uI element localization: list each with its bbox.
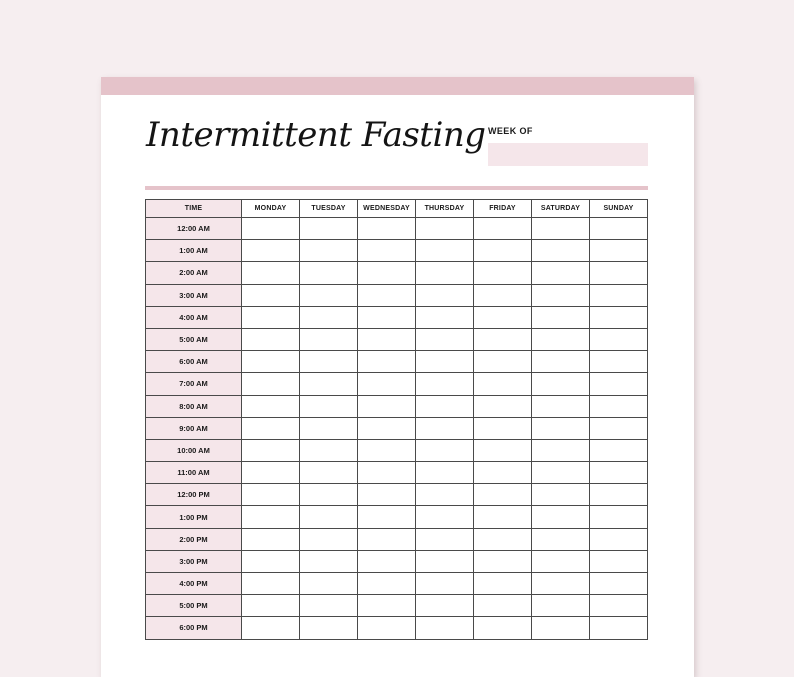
cell-saturday[interactable] xyxy=(532,439,590,461)
cell-friday[interactable] xyxy=(474,417,532,439)
cell-tuesday[interactable] xyxy=(300,573,358,595)
cell-sunday[interactable] xyxy=(590,395,648,417)
cell-friday[interactable] xyxy=(474,439,532,461)
cell-sunday[interactable] xyxy=(590,573,648,595)
cell-saturday[interactable] xyxy=(532,306,590,328)
day-header-monday: MONDAY xyxy=(242,200,300,218)
cell-wednesday[interactable] xyxy=(358,550,416,572)
cell-wednesday[interactable] xyxy=(358,595,416,617)
cell-sunday[interactable] xyxy=(590,262,648,284)
table-row xyxy=(146,262,648,284)
day-header-tuesday: TUESDAY xyxy=(300,200,358,218)
time-label: 5:00 AM xyxy=(146,328,242,350)
cell-tuesday[interactable] xyxy=(300,595,358,617)
cell-monday[interactable] xyxy=(242,506,300,528)
cell-wednesday[interactable] xyxy=(358,351,416,373)
table-row xyxy=(146,218,648,240)
schedule-body xyxy=(146,218,648,640)
cell-saturday[interactable] xyxy=(532,595,590,617)
cell-monday[interactable] xyxy=(242,439,300,461)
cell-tuesday[interactable] xyxy=(300,240,358,262)
table-row xyxy=(146,550,648,572)
top-accent-band xyxy=(101,77,694,95)
cell-tuesday[interactable] xyxy=(300,306,358,328)
cell-tuesday[interactable] xyxy=(300,284,358,306)
table-row xyxy=(146,439,648,461)
cell-thursday[interactable] xyxy=(416,462,474,484)
cell-saturday[interactable] xyxy=(532,506,590,528)
week-of-label: WEEK OF xyxy=(488,126,533,136)
cell-tuesday[interactable] xyxy=(300,395,358,417)
table-row xyxy=(146,484,648,506)
cell-friday[interactable] xyxy=(474,262,532,284)
cell-friday[interactable] xyxy=(474,240,532,262)
table-row xyxy=(146,506,648,528)
cell-sunday[interactable] xyxy=(590,373,648,395)
title-divider xyxy=(145,186,648,190)
cell-saturday[interactable] xyxy=(532,550,590,572)
time-label: 2:00 PM xyxy=(146,528,242,550)
table-row xyxy=(146,617,648,639)
cell-monday[interactable] xyxy=(242,262,300,284)
cell-friday[interactable] xyxy=(474,218,532,240)
cell-sunday[interactable] xyxy=(590,417,648,439)
cell-friday[interactable] xyxy=(474,484,532,506)
cell-monday[interactable] xyxy=(242,328,300,350)
cell-wednesday[interactable] xyxy=(358,284,416,306)
table-row xyxy=(146,573,648,595)
day-header-saturday: SATURDAY xyxy=(532,200,590,218)
cell-tuesday[interactable] xyxy=(300,550,358,572)
cell-wednesday[interactable] xyxy=(358,395,416,417)
cell-monday[interactable] xyxy=(242,306,300,328)
cell-saturday[interactable] xyxy=(532,373,590,395)
cell-wednesday[interactable] xyxy=(358,484,416,506)
cell-wednesday[interactable] xyxy=(358,328,416,350)
time-column-header: TIME xyxy=(146,200,242,218)
cell-saturday[interactable] xyxy=(532,573,590,595)
table-row xyxy=(146,306,648,328)
cell-friday[interactable] xyxy=(474,573,532,595)
table-row xyxy=(146,328,648,350)
cell-tuesday[interactable] xyxy=(300,328,358,350)
time-label: 8:00 AM xyxy=(146,395,242,417)
cell-wednesday[interactable] xyxy=(358,439,416,461)
header-row xyxy=(146,200,648,218)
week-of-field[interactable] xyxy=(488,143,648,166)
cell-thursday[interactable] xyxy=(416,351,474,373)
cell-monday[interactable] xyxy=(242,528,300,550)
cell-saturday[interactable] xyxy=(532,240,590,262)
cell-thursday[interactable] xyxy=(416,484,474,506)
table-row xyxy=(146,351,648,373)
cell-saturday[interactable] xyxy=(532,528,590,550)
cell-wednesday[interactable] xyxy=(358,573,416,595)
cell-wednesday[interactable] xyxy=(358,373,416,395)
cell-thursday[interactable] xyxy=(416,506,474,528)
table-row xyxy=(146,462,648,484)
cell-saturday[interactable] xyxy=(532,462,590,484)
cell-monday[interactable] xyxy=(242,351,300,373)
time-label: 6:00 PM xyxy=(146,617,242,639)
cell-sunday[interactable] xyxy=(590,595,648,617)
cell-wednesday[interactable] xyxy=(358,218,416,240)
table-row xyxy=(146,417,648,439)
table-row xyxy=(146,373,648,395)
cell-friday[interactable] xyxy=(474,306,532,328)
time-label: 7:00 AM xyxy=(146,373,242,395)
cell-thursday[interactable] xyxy=(416,617,474,639)
cell-sunday[interactable] xyxy=(590,351,648,373)
cell-wednesday[interactable] xyxy=(358,306,416,328)
time-label: 1:00 PM xyxy=(146,506,242,528)
time-label: 12:00 PM xyxy=(146,484,242,506)
cell-saturday[interactable] xyxy=(532,328,590,350)
cell-wednesday[interactable] xyxy=(358,262,416,284)
cell-sunday[interactable] xyxy=(590,506,648,528)
cell-thursday[interactable] xyxy=(416,417,474,439)
time-label: 12:00 AM xyxy=(146,218,242,240)
cell-monday[interactable] xyxy=(242,284,300,306)
day-header-thursday: THURSDAY xyxy=(416,200,474,218)
cell-sunday[interactable] xyxy=(590,306,648,328)
cell-saturday[interactable] xyxy=(532,262,590,284)
cell-saturday[interactable] xyxy=(532,417,590,439)
cell-friday[interactable] xyxy=(474,351,532,373)
cell-monday[interactable] xyxy=(242,462,300,484)
time-label: 5:00 PM xyxy=(146,595,242,617)
page-title: Intermittent Fasting xyxy=(146,115,486,155)
cell-sunday[interactable] xyxy=(590,439,648,461)
cell-thursday[interactable] xyxy=(416,573,474,595)
cell-wednesday[interactable] xyxy=(358,528,416,550)
cell-sunday[interactable] xyxy=(590,462,648,484)
table-row xyxy=(146,240,648,262)
cell-sunday[interactable] xyxy=(590,528,648,550)
cell-saturday[interactable] xyxy=(532,395,590,417)
day-header-friday: FRIDAY xyxy=(474,200,532,218)
cell-wednesday[interactable] xyxy=(358,506,416,528)
cell-tuesday[interactable] xyxy=(300,439,358,461)
time-label: 9:00 AM xyxy=(146,417,242,439)
cell-saturday[interactable] xyxy=(532,617,590,639)
cell-tuesday[interactable] xyxy=(300,373,358,395)
cell-monday[interactable] xyxy=(242,395,300,417)
cell-sunday[interactable] xyxy=(590,484,648,506)
cell-thursday[interactable] xyxy=(416,595,474,617)
cell-thursday[interactable] xyxy=(416,328,474,350)
cell-saturday[interactable] xyxy=(532,351,590,373)
cell-friday[interactable] xyxy=(474,617,532,639)
cell-tuesday[interactable] xyxy=(300,351,358,373)
time-label: 6:00 AM xyxy=(146,351,242,373)
time-label: 2:00 AM xyxy=(146,262,242,284)
table-row xyxy=(146,284,648,306)
time-label: 3:00 AM xyxy=(146,284,242,306)
cell-sunday[interactable] xyxy=(590,617,648,639)
time-label: 4:00 PM xyxy=(146,573,242,595)
cell-thursday[interactable] xyxy=(416,284,474,306)
time-label: 11:00 AM xyxy=(146,462,242,484)
planner-sheet xyxy=(101,77,694,677)
cell-thursday[interactable] xyxy=(416,528,474,550)
table-row xyxy=(146,395,648,417)
cell-friday[interactable] xyxy=(474,395,532,417)
cell-sunday[interactable] xyxy=(590,218,648,240)
table-row xyxy=(146,528,648,550)
cell-friday[interactable] xyxy=(474,284,532,306)
day-header-wednesday: WEDNESDAY xyxy=(358,200,416,218)
cell-saturday[interactable] xyxy=(532,484,590,506)
cell-saturday[interactable] xyxy=(532,218,590,240)
cell-tuesday[interactable] xyxy=(300,417,358,439)
time-label: 1:00 AM xyxy=(146,240,242,262)
cell-tuesday[interactable] xyxy=(300,506,358,528)
cell-tuesday[interactable] xyxy=(300,218,358,240)
cell-thursday[interactable] xyxy=(416,262,474,284)
cell-thursday[interactable] xyxy=(416,373,474,395)
cell-tuesday[interactable] xyxy=(300,484,358,506)
cell-tuesday[interactable] xyxy=(300,617,358,639)
schedule-table xyxy=(145,199,648,640)
cell-monday[interactable] xyxy=(242,218,300,240)
cell-monday[interactable] xyxy=(242,573,300,595)
cell-sunday[interactable] xyxy=(590,240,648,262)
time-label: 4:00 AM xyxy=(146,306,242,328)
cell-thursday[interactable] xyxy=(416,439,474,461)
time-label: 10:00 AM xyxy=(146,439,242,461)
cell-friday[interactable] xyxy=(474,462,532,484)
cell-wednesday[interactable] xyxy=(358,617,416,639)
cell-wednesday[interactable] xyxy=(358,417,416,439)
cell-sunday[interactable] xyxy=(590,284,648,306)
cell-friday[interactable] xyxy=(474,528,532,550)
cell-sunday[interactable] xyxy=(590,328,648,350)
cell-friday[interactable] xyxy=(474,595,532,617)
day-header-sunday: SUNDAY xyxy=(590,200,648,218)
cell-friday[interactable] xyxy=(474,328,532,350)
cell-wednesday[interactable] xyxy=(358,240,416,262)
cell-monday[interactable] xyxy=(242,617,300,639)
cell-monday[interactable] xyxy=(242,595,300,617)
cell-thursday[interactable] xyxy=(416,395,474,417)
cell-tuesday[interactable] xyxy=(300,262,358,284)
cell-monday[interactable] xyxy=(242,373,300,395)
cell-monday[interactable] xyxy=(242,240,300,262)
cell-saturday[interactable] xyxy=(532,284,590,306)
cell-thursday[interactable] xyxy=(416,550,474,572)
cell-monday[interactable] xyxy=(242,484,300,506)
cell-thursday[interactable] xyxy=(416,218,474,240)
cell-thursday[interactable] xyxy=(416,306,474,328)
cell-monday[interactable] xyxy=(242,417,300,439)
cell-wednesday[interactable] xyxy=(358,462,416,484)
cell-tuesday[interactable] xyxy=(300,462,358,484)
time-label: 3:00 PM xyxy=(146,550,242,572)
cell-tuesday[interactable] xyxy=(300,528,358,550)
cell-friday[interactable] xyxy=(474,506,532,528)
table-row xyxy=(146,595,648,617)
cell-sunday[interactable] xyxy=(590,550,648,572)
cell-friday[interactable] xyxy=(474,550,532,572)
cell-thursday[interactable] xyxy=(416,240,474,262)
cell-friday[interactable] xyxy=(474,373,532,395)
cell-monday[interactable] xyxy=(242,550,300,572)
